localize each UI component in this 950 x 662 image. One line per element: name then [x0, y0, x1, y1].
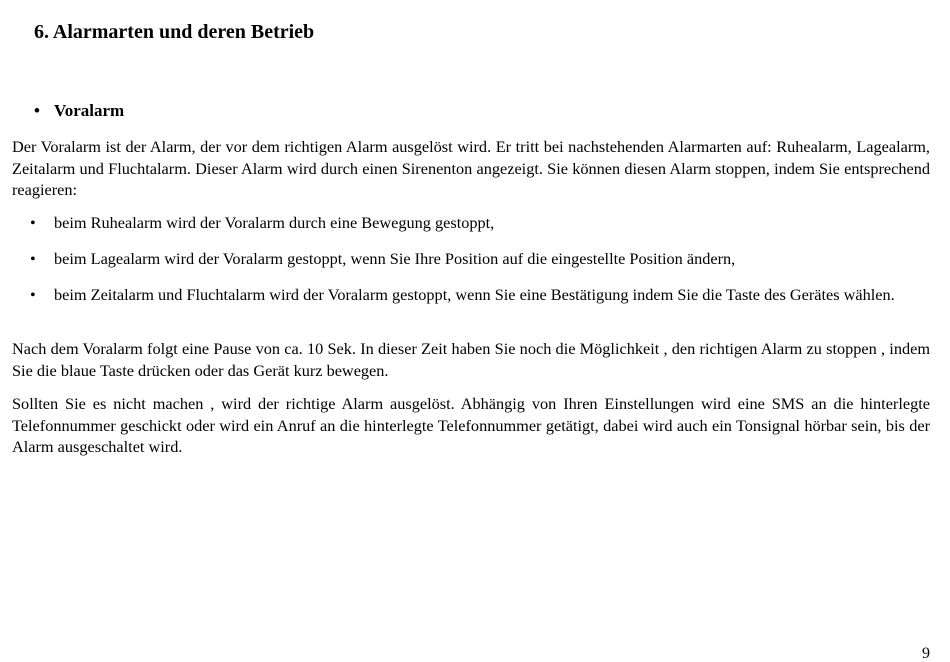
list-item	[30, 284, 930, 306]
subsection-title-text: Voralarm	[54, 101, 125, 120]
list-item-text: beim Ruhealarm wird der Voralarm durch eine Bewegung gestoppt,	[54, 213, 495, 232]
section-heading: 6. Alarmarten und deren Betrieb	[34, 21, 315, 43]
list-item	[30, 248, 930, 270]
page-number: 9	[922, 645, 930, 662]
list-item-text: beim Zeitalarm und Fluchtalarm wird der Voralarm gestoppt, wenn Sie eine Bestätigung indem Sie die Taste des Gerätes wählen.	[54, 285, 895, 304]
bullet-icon: •	[30, 249, 36, 268]
paragraph-alarm: Sollten Sie es nicht machen , wird der richtige Alarm ausgelöst. Abhängig von Ihren Einstellungen wird eine SMS an die hinterlegte Telefonnummer geschickt oder wird ein Anruf an die hinterlegte Telefonnummer getätigt, dabei wird auch ein Tonsignal hörbar sein, bis der Alarm ausgeschaltet wird.	[12, 394, 930, 456]
bullet-icon: •	[30, 213, 36, 232]
subsection-title	[34, 100, 124, 122]
paragraph-pause: Nach dem Voralarm folgt eine Pause von ca. 10 Sek. In dieser Zeit haben Sie noch die Möglichkeit , den richtigen Alarm zu stoppen , indem Sie die blaue Taste drücken oder das Gerät kurz bewegen.	[12, 339, 930, 380]
bullet-icon: •	[34, 101, 40, 120]
list-item-text: beim Lagealarm wird der Voralarm gestoppt, wenn Sie Ihre Position auf die eingestellte Position ändern,	[54, 249, 736, 268]
list-item	[30, 212, 930, 234]
bullet-icon: •	[30, 285, 36, 304]
paragraph-intro: Der Voralarm ist der Alarm, der vor dem richtigen Alarm ausgelöst wird. Er tritt bei nachstehenden Alarmarten auf: Ruhealarm, Lagealarm, Zeitalarm und Fluchtalarm. Dieser Alarm wird durch einen Sirenenton angezeigt. Sie können diesen Alarm stoppen, indem Sie entsprechend reagieren:	[12, 137, 930, 199]
